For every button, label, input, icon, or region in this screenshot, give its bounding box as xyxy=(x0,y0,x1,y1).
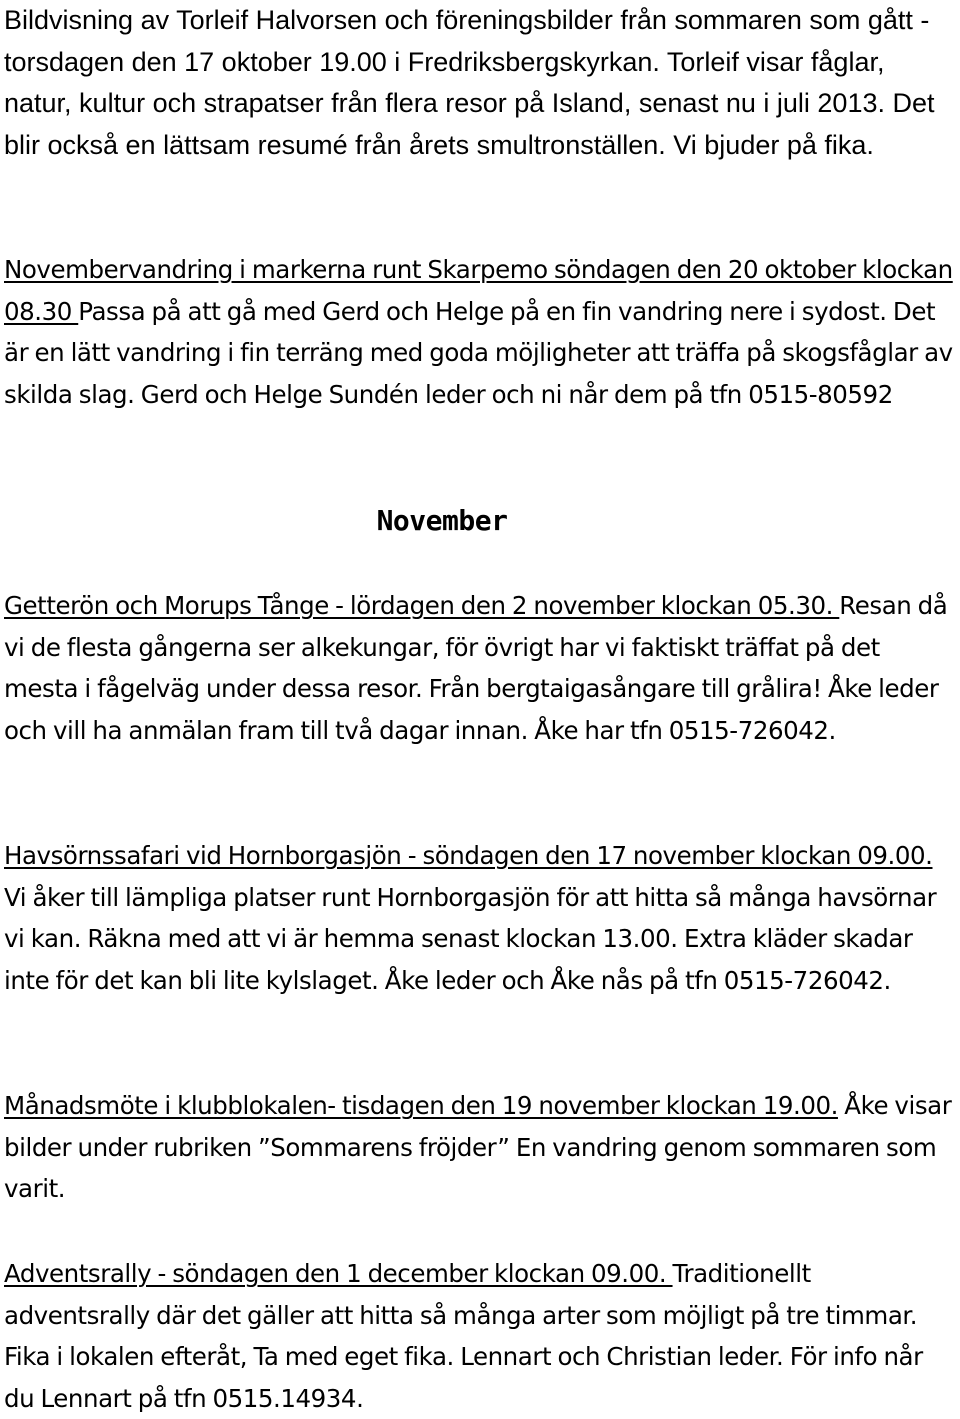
event-getteron xyxy=(4,585,956,751)
event-adventsrally-title: Adventsrally - söndagen den 1 december klockan 09.00. xyxy=(4,1259,673,1288)
event-getteron-text: Resan då vi de flesta gångerna ser alkekungar, för övrigt har vi faktiskt träffat på det mesta i fågelväg under dessa resor. Från bergtaigasångare till grålira! Åke leder och vill ha anmälan fram till två dagar innan. Åke har tfn 0515-726042. xyxy=(4,591,948,745)
event-manadsmote xyxy=(4,1085,956,1210)
event-havsornssafari xyxy=(4,835,956,1001)
event-havsornssafari-text: Vi åker till lämpliga platser runt Hornborgasjön för att hitta så många havsörnar vi kan. Räkna med att vi är hemma senast klockan 13.00. Extra kläder skadar inte för det kan bli lite kylslaget. Åke leder och Åke nås på tfn 0515-726042. xyxy=(4,882,937,995)
event-manadsmote-title: Månadsmöte i klubblokalen- tisdagen den 19 november klockan 19.00. xyxy=(4,1091,838,1120)
event-havsornssafari-title: Havsörnssafari vid Hornborgasjön - söndagen den 17 november klockan 09.00. xyxy=(4,841,933,870)
event-getteron-title: Getterön och Morups Tånge - lördagen den 2 november klockan 05.30. xyxy=(4,591,840,620)
event-adventsrally-text: Traditionellt adventsrally där det gäller att hitta så många arter som möjligt på tre timmar. Fika i lokalen efteråt, Ta med eget fika. Lennart och Christian leder. För info når du Lennart på tfn 0515.14934. xyxy=(4,1259,923,1413)
event-bildvisning xyxy=(4,0,956,166)
event-adventsrally xyxy=(4,1253,956,1419)
event-novembervandring-title: Novembervandring i markerna runt Skarpemo söndagen den 20 oktober klockan 08.30 xyxy=(4,255,953,326)
month-heading: November xyxy=(376,504,508,537)
event-novembervandring xyxy=(4,249,956,415)
event-manadsmote-text: Åke visar bilder under rubriken ”Sommarens fröjder” En vandring genom sommaren som varit. xyxy=(4,1091,952,1203)
event-bildvisning-text: Bildvisning av Torleif Halvorsen och föreningsbilder från sommaren som gått - torsdagen den 17 oktober 19.00 i Fredriksbergskyrkan. Torleif visar fåglar, natur, kultur och strapatser från flera resor på Island, senast nu i juli 2013. Det blir också en lättsam resumé från årets smultronställen. Vi bjuder på fika. xyxy=(4,5,935,160)
event-novembervandring-text: Passa på att gå med Gerd och Helge på en fin vandring nere i sydost. Det är en lätt vandring i fin terräng med goda möjligheter att träffa på skogsfåglar av skilda slag. Gerd och Helge Sundén leder och ni når dem på tfn 0515-80592 xyxy=(4,296,953,409)
